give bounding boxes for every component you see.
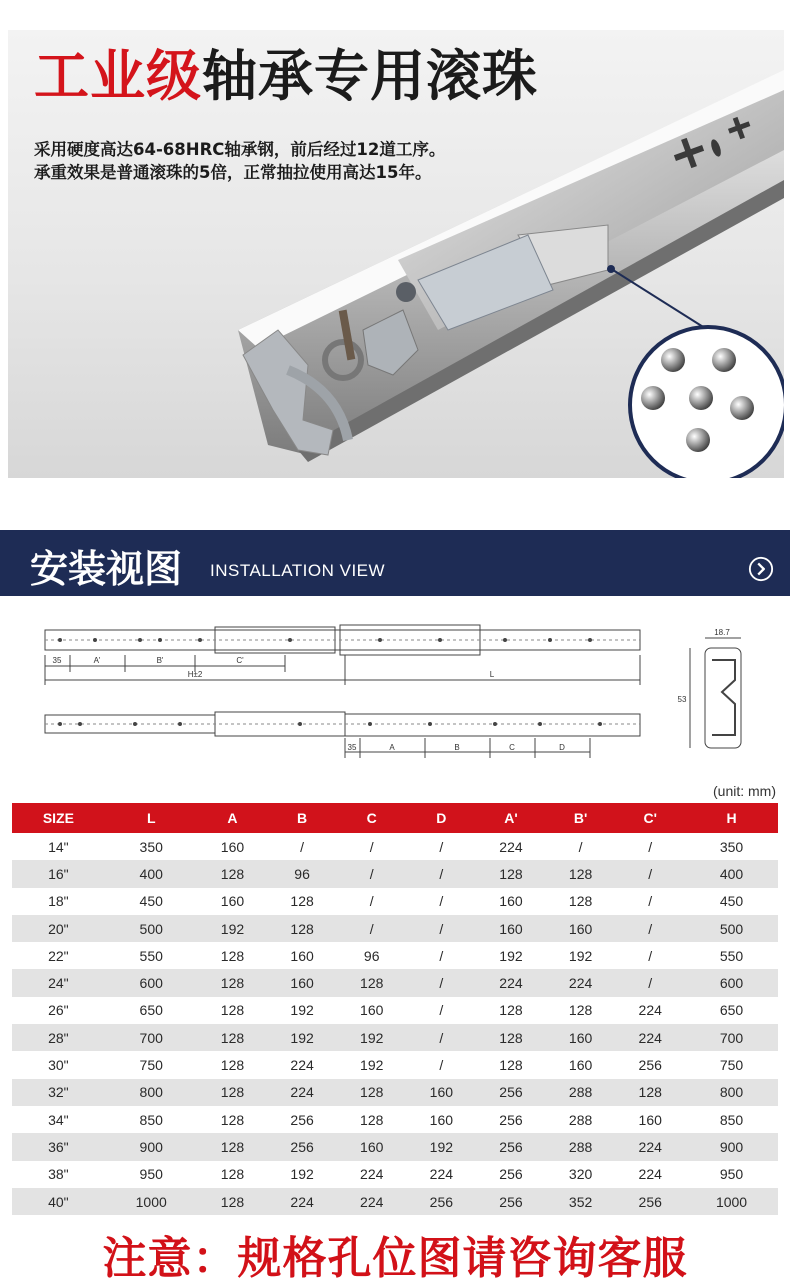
hero-title	[34, 46, 538, 107]
table-cell: /	[407, 915, 477, 942]
table-cell: 128	[198, 860, 268, 887]
table-cell: 224	[615, 1161, 685, 1188]
dim-top-a: A'	[93, 656, 101, 665]
table-cell: 128	[337, 1106, 407, 1133]
table-row	[12, 1106, 778, 1133]
table-cell: 40"	[12, 1188, 105, 1215]
table-cell: 224	[337, 1161, 407, 1188]
table-cell: 128	[546, 860, 616, 887]
table-cell: /	[615, 833, 685, 860]
table-cell: 96	[337, 942, 407, 969]
hero-banner	[8, 30, 784, 478]
table-row	[12, 1133, 778, 1160]
table-cell: 224	[476, 969, 546, 996]
table-cell: 550	[105, 942, 198, 969]
table-cell: 192	[267, 1161, 337, 1188]
table-cell: 160	[546, 1051, 616, 1078]
table-cell: /	[407, 833, 477, 860]
table-cell: 128	[476, 997, 546, 1024]
table-cell: 32"	[12, 1079, 105, 1106]
table-cell: /	[615, 860, 685, 887]
unit-label: (unit: mm)	[713, 783, 776, 799]
table-cell: 288	[546, 1106, 616, 1133]
table-cell: 224	[615, 997, 685, 1024]
table-cell: 128	[476, 860, 546, 887]
table-cell: /	[407, 860, 477, 887]
table-cell: /	[407, 1024, 477, 1051]
table-cell: 192	[267, 997, 337, 1024]
column-header: B	[267, 803, 337, 833]
table-cell: 160	[476, 888, 546, 915]
table-row	[12, 969, 778, 996]
table-cell: /	[267, 833, 337, 860]
spec-table	[12, 803, 778, 1215]
table-cell: 20"	[12, 915, 105, 942]
column-header: C	[337, 803, 407, 833]
table-cell: 160	[198, 833, 268, 860]
table-cell: 224	[407, 1161, 477, 1188]
table-cell: /	[546, 833, 616, 860]
table-cell: 256	[476, 1133, 546, 1160]
table-cell: /	[407, 969, 477, 996]
table-cell: 96	[267, 860, 337, 887]
table-cell: 128	[198, 1051, 268, 1078]
table-cell: /	[337, 833, 407, 860]
table-cell: 320	[546, 1161, 616, 1188]
table-cell: 34"	[12, 1106, 105, 1133]
dim-top-b: B'	[156, 656, 164, 665]
table-cell: 128	[198, 1079, 268, 1106]
table-cell: /	[407, 888, 477, 915]
table-cell: 160	[407, 1079, 477, 1106]
table-cell: 160	[546, 915, 616, 942]
table-cell: 256	[615, 1188, 685, 1215]
table-cell: 128	[476, 1024, 546, 1051]
table-cell: 128	[476, 1051, 546, 1078]
table-cell: 128	[198, 1024, 268, 1051]
table-cell: 550	[685, 942, 778, 969]
table-cell: 1000	[685, 1188, 778, 1215]
table-cell: 900	[685, 1133, 778, 1160]
table-cell: 30"	[12, 1051, 105, 1078]
table-cell: 160	[267, 942, 337, 969]
column-header: B'	[546, 803, 616, 833]
table-cell: 160	[407, 1106, 477, 1133]
table-cell: 256	[267, 1133, 337, 1160]
table-cell: /	[337, 888, 407, 915]
dim-bottom-a: A	[389, 743, 395, 752]
table-cell: 160	[337, 1133, 407, 1160]
table-cell: 128	[267, 888, 337, 915]
table-cell: 256	[476, 1079, 546, 1106]
table-row	[12, 888, 778, 915]
dim-bottom-b: B	[454, 743, 460, 752]
table-cell: 750	[105, 1051, 198, 1078]
table-cell: 650	[685, 997, 778, 1024]
table-cell: 192	[337, 1024, 407, 1051]
table-cell: 24"	[12, 969, 105, 996]
table-cell: 256	[267, 1106, 337, 1133]
hero-title-main: 轴承专用滚珠	[202, 44, 539, 108]
table-cell: 350	[685, 833, 778, 860]
column-header: A	[198, 803, 268, 833]
table-cell: 16"	[12, 860, 105, 887]
table-cell: 38"	[12, 1161, 105, 1188]
dim-top-35: 35	[52, 656, 62, 665]
table-cell: 800	[105, 1079, 198, 1106]
table-cell: 128	[198, 1133, 268, 1160]
hero-title-highlight: 工业级	[34, 44, 203, 108]
table-cell: 256	[476, 1161, 546, 1188]
table-cell: /	[615, 969, 685, 996]
table-cell: 160	[476, 915, 546, 942]
table-cell: /	[337, 915, 407, 942]
dim-bottom-35: 35	[347, 743, 357, 752]
table-cell: 192	[476, 942, 546, 969]
column-header: C'	[615, 803, 685, 833]
table-row	[12, 997, 778, 1024]
table-cell: 288	[546, 1133, 616, 1160]
table-cell: 700	[685, 1024, 778, 1051]
table-cell: 128	[198, 1188, 268, 1215]
table-cell: 18"	[12, 888, 105, 915]
table-cell: /	[615, 888, 685, 915]
table-cell: 256	[476, 1106, 546, 1133]
table-cell: 192	[407, 1133, 477, 1160]
table-row	[12, 915, 778, 942]
table-cell: 160	[337, 997, 407, 1024]
section-title-cn: 安装视图	[30, 546, 183, 591]
table-cell: 224	[267, 1188, 337, 1215]
dim-bottom-c: C	[509, 743, 515, 752]
table-cell: 128	[337, 1079, 407, 1106]
table-row	[12, 1161, 778, 1188]
table-cell: 128	[546, 888, 616, 915]
table-cell: 900	[105, 1133, 198, 1160]
table-cell: 36"	[12, 1133, 105, 1160]
table-cell: 28"	[12, 1024, 105, 1051]
table-cell: /	[615, 942, 685, 969]
table-cell: 160	[267, 969, 337, 996]
table-cell: 224	[476, 833, 546, 860]
table-cell: 850	[105, 1106, 198, 1133]
chevron-right-circle-icon[interactable]	[748, 556, 774, 582]
column-header: L	[105, 803, 198, 833]
table-row	[12, 860, 778, 887]
table-row	[12, 1079, 778, 1106]
table-cell: 224	[546, 969, 616, 996]
table-cell: 224	[337, 1188, 407, 1215]
table-cell: 400	[105, 860, 198, 887]
column-header: H	[685, 803, 778, 833]
table-cell: 26"	[12, 997, 105, 1024]
table-cell: 850	[685, 1106, 778, 1133]
table-cell: 256	[615, 1051, 685, 1078]
table-cell: 128	[615, 1079, 685, 1106]
table-row	[12, 1051, 778, 1078]
table-row	[12, 833, 778, 860]
table-cell: /	[407, 942, 477, 969]
dim-top-h: H±2	[187, 670, 203, 679]
table-cell: 450	[685, 888, 778, 915]
table-cell: 288	[546, 1079, 616, 1106]
table-cell: 224	[615, 1133, 685, 1160]
table-cell: 128	[198, 997, 268, 1024]
installation-view-header	[0, 530, 790, 596]
table-cell: 14"	[12, 833, 105, 860]
table-cell: 352	[546, 1188, 616, 1215]
table-cell: 128	[198, 969, 268, 996]
table-cell: 192	[337, 1051, 407, 1078]
table-cell: 600	[105, 969, 198, 996]
table-cell: 128	[198, 1161, 268, 1188]
table-cell: 224	[267, 1079, 337, 1106]
profile-height: 53	[677, 695, 687, 704]
hero-desc-line-2: 承重效果是普通滚珠的5倍，正常抽拉使用高达15年。	[34, 163, 432, 182]
table-cell: 400	[685, 860, 778, 887]
table-cell: 800	[685, 1079, 778, 1106]
table-body	[12, 833, 778, 1215]
column-header: A'	[476, 803, 546, 833]
table-row	[12, 942, 778, 969]
dim-bottom-d: D	[559, 743, 565, 752]
table-cell: 600	[685, 969, 778, 996]
table-cell: 160	[198, 888, 268, 915]
profile-width: 18.7	[714, 628, 730, 637]
table-cell: /	[337, 860, 407, 887]
table-cell: 192	[267, 1024, 337, 1051]
table-cell: 350	[105, 833, 198, 860]
table-cell: 1000	[105, 1188, 198, 1215]
table-cell: 256	[407, 1188, 477, 1215]
table-cell: 160	[546, 1024, 616, 1051]
section-title-en: INSTALLATION VIEW	[210, 561, 386, 580]
table-cell: 160	[615, 1106, 685, 1133]
table-cell: /	[407, 997, 477, 1024]
hero-description	[34, 138, 445, 184]
table-cell: 192	[546, 942, 616, 969]
table-cell: 128	[267, 915, 337, 942]
table-cell: 500	[105, 915, 198, 942]
table-cell: 256	[476, 1188, 546, 1215]
installation-drawing	[0, 610, 790, 770]
hero-desc-line-1: 采用硬度高达64-68HRC轴承钢，前后经过12道工序。	[34, 140, 446, 159]
table-cell: 128	[198, 942, 268, 969]
column-header: D	[407, 803, 477, 833]
table-cell: 22"	[12, 942, 105, 969]
dim-top-l: L	[489, 670, 495, 679]
table-cell: 128	[198, 1106, 268, 1133]
table-cell: 128	[546, 997, 616, 1024]
table-cell: 224	[615, 1024, 685, 1051]
table-cell: 128	[337, 969, 407, 996]
table-cell: 500	[685, 915, 778, 942]
table-cell: 450	[105, 888, 198, 915]
footer-note: 注意：规格孔位图请咨询客服	[102, 1233, 688, 1284]
table-cell: 750	[685, 1051, 778, 1078]
dim-top-c: C'	[236, 656, 244, 665]
table-cell: /	[615, 915, 685, 942]
table-cell: 950	[685, 1161, 778, 1188]
table-row	[12, 1188, 778, 1215]
table-cell: 650	[105, 997, 198, 1024]
table-cell: 950	[105, 1161, 198, 1188]
column-header: SIZE	[12, 803, 105, 833]
table-row	[12, 1024, 778, 1051]
table-cell: /	[407, 1051, 477, 1078]
bottom-rail-inner	[345, 714, 640, 736]
table-cell: 700	[105, 1024, 198, 1051]
table-header-row	[12, 803, 778, 833]
table-cell: 192	[198, 915, 268, 942]
table-cell: 224	[267, 1051, 337, 1078]
